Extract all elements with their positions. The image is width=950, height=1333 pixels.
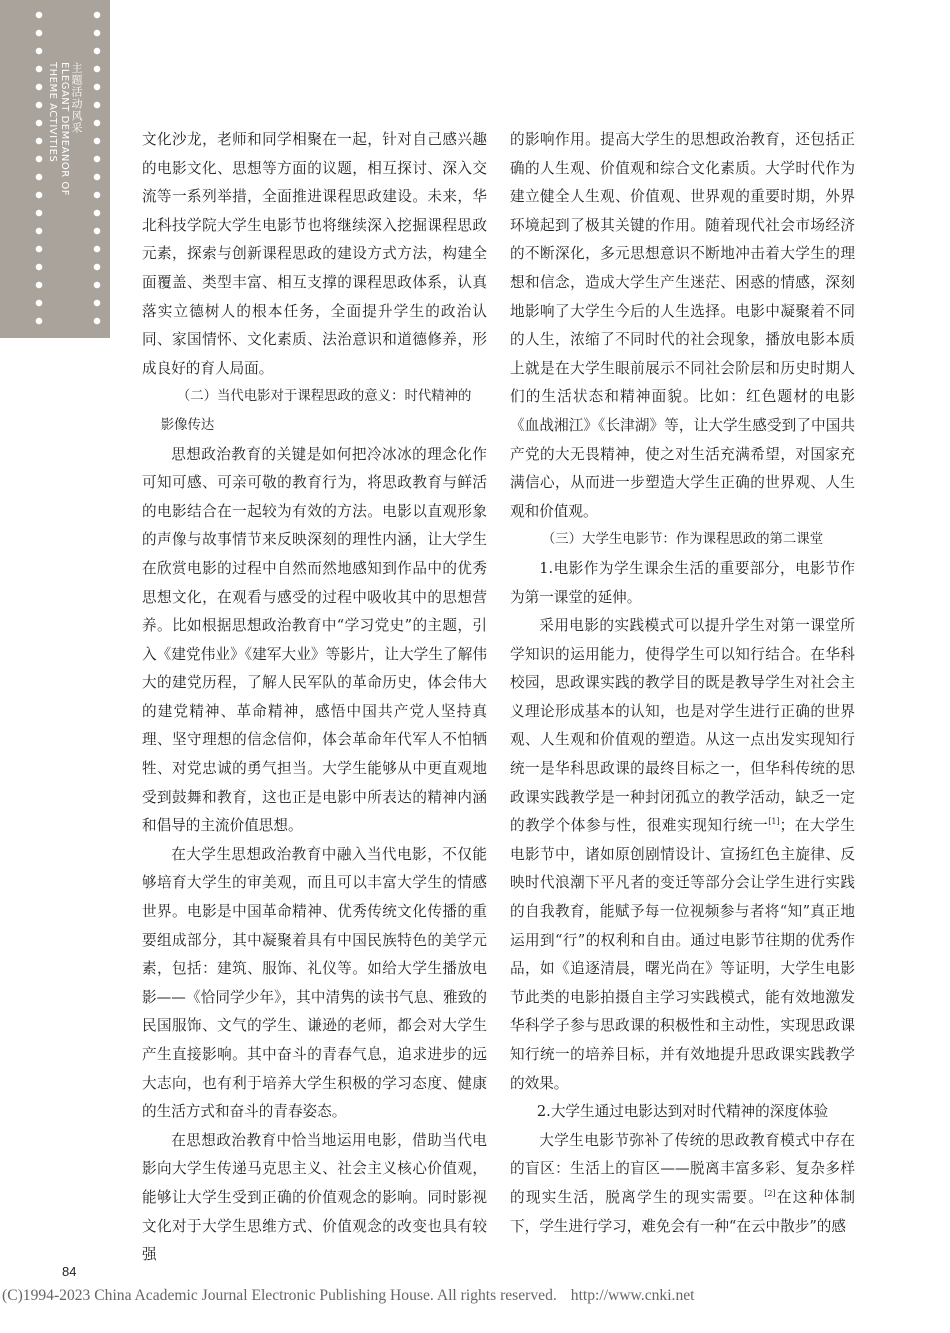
page-number: 84 bbox=[62, 1264, 77, 1279]
left-paragraph-4: 在思想政治教育中恰当地运用电影，借助当代电影向大学生传递马克思主义、社会主义核心价值观，能够让大学生受到正确的价值观念的影响。同时影视文化对于大学生思维方式、价值观念的改变也具有较强 bbox=[142, 1131, 487, 1264]
cnki-url[interactable]: http://www.cnki.net bbox=[570, 1287, 695, 1304]
left-paragraph-2: 思想政治教育的关键是如何把冷冰冰的理念化作可知可感、可亲可敬的教育行为，将思政教育与鲜活的电影结合在一起较为有效的方法。电影以直观形象的声像与故事情节来反映深刻的理性内涵，让大学生在欣赏电影的过程中自然而然地感知到作品中的优秀思想文化，在观看与感受的过程中吸收其中的思想营养。比如根据思想政治教育中“学习党史”的主题，引入《建党伟业》《建军大业》等影片，让大学生了解伟大的建党历程，了解人民军队的革命历史，体会伟大的建党精神、革命精神，感悟中国共产党人坚持真理、坚守理想的信念信仰，体会革命年代军人不怕牺牲、对党忠诚的勇气担当。大学生能够从中更直观地受到鼓舞和教育，这也正是电影中所表达的精神内涵和倡导的主流价值思想。 bbox=[142, 445, 487, 835]
section-label-en-1: ELEGANT DEMEANOR OF bbox=[59, 62, 70, 196]
right-paragraph-3-text-a: 大学生电影节弥补了传统的思政教育模式中存在的盲区：生活上的盲区——脱离丰富多彩、复杂多样的现实生活，脱离学生的现实需要。 bbox=[510, 1131, 855, 1206]
right-paragraph-3 bbox=[510, 1127, 855, 1241]
subheading-2-line-2: 影像传达 bbox=[160, 417, 215, 433]
copyright-text: (C)1994-2023 China Academic Journal Electronic Publishing House. All rights reserved. bbox=[2, 1287, 557, 1304]
film-perforations-right bbox=[92, 6, 102, 330]
subheading-3-2: 2.大学生通过电影达到对时代精神的深度体验 bbox=[536, 1103, 829, 1121]
right-paragraph-2 bbox=[510, 612, 855, 1098]
right-paragraph-3-text-b: 在这种体制下，学生进行学习，难免会有一种“在云中散步”的感 bbox=[510, 1188, 855, 1235]
left-paragraph-1: 文化沙龙，老师和同学相聚在一起，针对自己感兴趣的电影文化、思想等方面的议题，相互探讨、深入交流等一系列举措，全面推进课程思政建设。未来，华北科技学院大学生电影节也将继续深入挖掘课程思政元素，探索与创新课程思政的建设方式方法，构建全面覆盖、类型丰富、相互支撑的课程思政体系，认真落实立德树人的根本任务，全面提升学生的政治认同、家国情怀、文化素质、法治意识和道德修养，形成良好的育人局面。 bbox=[142, 131, 487, 377]
film-perforations-left bbox=[34, 6, 44, 330]
right-paragraph-1: 的影响作用。提高大学生的思想政治教育，还包括正确的人生观、价值观和综合文化素质。大学时代作为建立健全人生观、价值观、世界观的重要时期，外界环境起到了极其关键的作用。随着现代社会市场经济的不断深化，多元思想意识不断地冲击着大学生的理想和信念，造成大学生产生迷茫、困惑的情感，深刻地影响了大学生今后的人生选择。电影中凝聚着不同的人生，浓缩了不同时代的社会现象，播放电影本质上就是在大学生眼前展示不同社会阶层和历史时期人们的生活状态和精神面貌。比如：红色题材的电影《血战湘江》《长津湖》等，让大学生感受到了中国共产党的大无畏精神，使之对生活充满希望，对国家充满信心，从而进一步塑造大学生正确的世界观、人生观和价值观。 bbox=[510, 131, 855, 520]
section-label bbox=[46, 62, 82, 196]
right-paragraph-2-text-b: ；在大学生电影节中，诸如原创剧情设计、宣扬红色主旋律、反映时代浪潮下平凡者的变迁等部分会让学生进行实践的自我教育，能赋予每一位视频参与者将“知”真正地运用到“行”的权利和自由。通过电影节往期的优秀作品，如《追逐清晨，曙光尚在》等证明，大学生电影节此类的电影拍摄自主学习实践模式，能有效地激发华科学子参与思政课的积极性和主动性，实现思政课知行统一的培养目标，并有效地提升思政课实践教学的效果。 bbox=[510, 817, 855, 1092]
subheading-3-1: 1.电影作为学生课余生活的重要部分，电影节作为第一课堂的延伸。 bbox=[510, 559, 855, 606]
section-label-cn: 主题活动风采 bbox=[70, 62, 83, 134]
right-column bbox=[510, 126, 855, 1241]
citation-1[interactable]: [1] bbox=[768, 817, 780, 827]
subheading-2-line-1: （二）当代电影对于课程思政的意义：时代精神的 bbox=[176, 389, 472, 405]
subheading-3: （三）大学生电影节：作为课程思政的第二课堂 bbox=[541, 532, 824, 548]
subheading-2 bbox=[142, 383, 487, 440]
section-label-en-2: THEME ACTIVITIES bbox=[47, 62, 58, 163]
copyright-footer bbox=[0, 1287, 950, 1305]
left-paragraph-3: 在大学生思想政治教育中融入当代电影，不仅能够培育大学生的审美观，而且可以丰富大学生的情感世界。电影是中国革命精神、优秀传统文化传播的重要组成部分，其中凝聚着具有中国民族特色的美学元素，包括：建筑、服饰、礼仪等。如给大学生播放电影——《恰同学少年》，其中清隽的读书气息、雅致的民国服饰、文气的学生、谦逊的老师，都会对大学生产生直接影响。其中奋斗的青春气息，追求进步的远大志向，也有利于培养大学生积极的学习态度、健康的生活方式和奋斗的青春姿态。 bbox=[142, 845, 487, 1121]
film-strip-decoration bbox=[0, 0, 110, 338]
right-paragraph-2-text-a: 采用电影的实践模式可以提升学生对第一课堂所学知识的运用能力，使得学生可以知行结合。在华科校园，思政课实践的教学目的既是教导学生对社会主义理论形成基本的认知，也是对学生进行正确的世界观、人生观和价值观的塑造。从这一点出发实现知行统一是华科思政课的最终目标之一，但华科传统的思政课实践教学是一种封闭孤立的教学活动，缺乏一定的教学个体参与性，很难实现知行统一 bbox=[510, 617, 855, 835]
left-column bbox=[142, 126, 487, 1270]
citation-2[interactable]: [2] bbox=[764, 1188, 776, 1198]
